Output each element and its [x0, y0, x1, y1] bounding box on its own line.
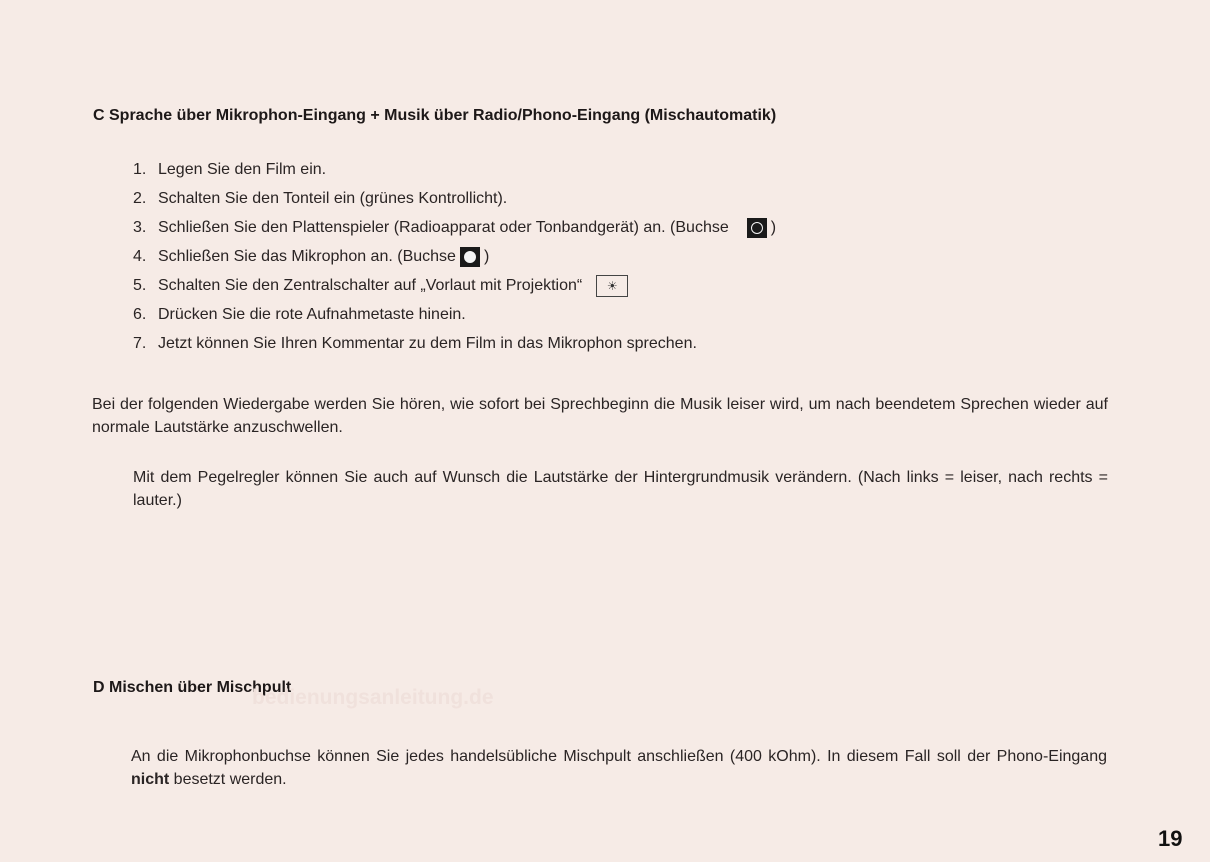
step-text: Schalten Sie den Tonteil ein (grünes Kontrollicht). [158, 189, 508, 207]
step-item [133, 213, 776, 242]
level-control-paragraph: Mit dem Pegelregler können Sie auch auf Wunsch die Lautstärke der Hintergrundmusik verändern. (Nach links = leiser, nach rechts = lauter.) [133, 469, 1108, 509]
step-item [133, 242, 776, 271]
step-text: Legen Sie den Film ein. [158, 160, 327, 178]
mixer-paragraph [131, 745, 1107, 791]
step-number: 1. [133, 160, 147, 178]
step-text: Schließen Sie das Mikrophon an. (Buchse [158, 247, 456, 265]
page-number: 19 [1158, 826, 1183, 851]
step-number: 5. [133, 276, 147, 294]
step-number: 3. [133, 218, 147, 236]
step-close: ) [483, 247, 490, 265]
steps-list [133, 155, 776, 358]
step-item [133, 184, 776, 213]
projection-switch-icon: ☀ [596, 275, 628, 297]
step-number: 6. [133, 305, 147, 323]
step-text: Jetzt können Sie Ihren Kommentar zu dem Film in das Mikrophon sprechen. [158, 334, 697, 352]
step-number: 2. [133, 189, 147, 207]
step-item [133, 329, 776, 358]
section-d-heading: D Mischen über Mischpult [93, 679, 292, 696]
mixer-text-end: besetzt werden. [169, 771, 287, 788]
step-item [133, 271, 776, 300]
step-number: 7. [133, 334, 147, 352]
microphone-socket-icon [460, 247, 480, 267]
step-close: ) [770, 218, 777, 236]
playback-paragraph: Bei der folgenden Wiedergabe werden Sie hören, wie sofort bei Sprechbeginn die Musik leiser wird, um nach beendetem Sprechen wieder auf normale Lautstärke anzuschwellen. [92, 396, 1108, 436]
watermark: bedienungsanleitung.de [252, 686, 494, 709]
step-number: 4. [133, 247, 147, 265]
step-item [133, 155, 776, 184]
mixer-text-bold: nicht [131, 771, 170, 788]
step-text: Schalten Sie den Zentralschalter auf „Vorlaut mit Projektion“ [158, 276, 583, 294]
phono-socket-icon [747, 218, 767, 238]
mixer-text-start: An die Mikrophonbuchse können Sie jedes handelsübliche Mischpult anschließen (400 kOhm). In diesem Fall soll der Phono-Eingang [131, 748, 1107, 765]
step-text: Drücken Sie die rote Aufnahmetaste hinein. [158, 305, 466, 323]
step-text: Schließen Sie den Plattenspieler (Radioapparat oder Tonbandgerät) an. (Buchse [158, 218, 729, 236]
section-c-heading: C Sprache über Mikrophon-Eingang + Musik über Radio/Phono-Eingang (Mischautomatik) [93, 107, 777, 124]
step-item [133, 300, 776, 329]
